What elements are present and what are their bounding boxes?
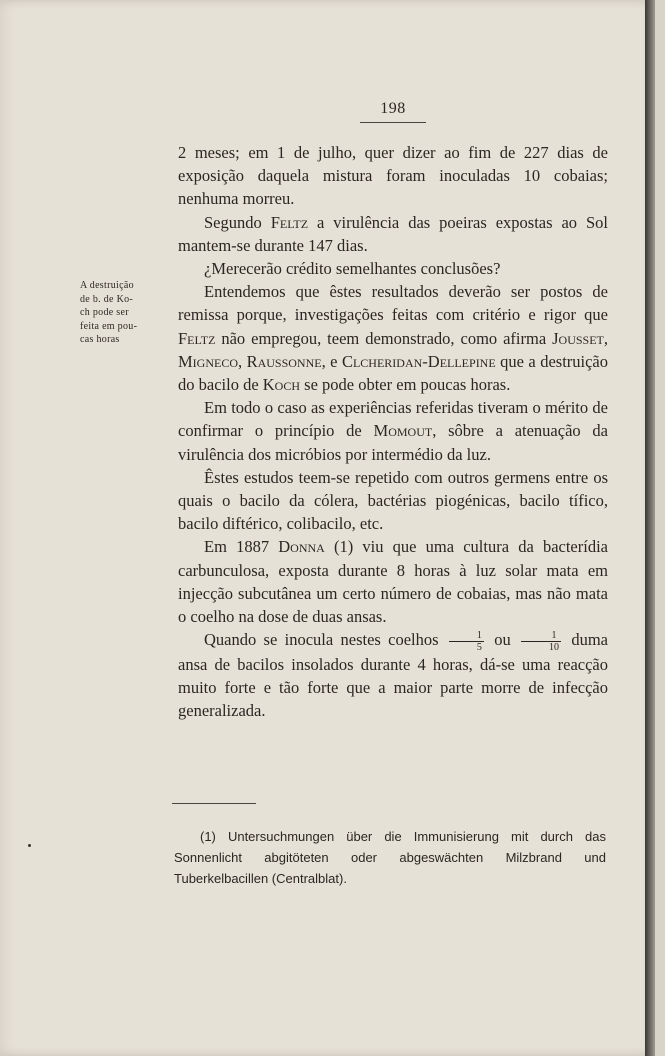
text-run: Segundo (204, 212, 271, 232)
footnote-separator (172, 803, 256, 804)
author-name: Feltz (178, 328, 216, 348)
author-name: Jousset (552, 328, 604, 348)
text-run: , (603, 328, 608, 348)
page-edge-shadow (645, 0, 655, 1056)
text-run: se pode obter em poucas horas. (300, 375, 511, 395)
footnote-text: (1) Untersuchmungen über die Immunisierung mit durch das Sonnenlicht abgitöteten oder abgeswächten Milzbrand und Tuberkelbacillen (Centralblat). (174, 829, 606, 886)
paragraph (178, 280, 608, 396)
author-name: Clcheridan-Dellepine (341, 351, 496, 371)
text-run: 2 meses; em 1 de julho, quer dizer ao fim de 227 dias de exposição daquela mistura foram inoculadas 10 cobaias; nenhuma morreu. (178, 143, 608, 209)
text-run: Quando se inocula nestes coelhos (204, 630, 446, 650)
page-number: 198 (380, 100, 406, 117)
text-run: duma ansa de bacilos insolados durante 4 horas, dá-se uma reacção muito forte e tão forte que a maior parte morre de infecção generalizada. (178, 630, 608, 721)
text-run: Êstes estudos teem-se repetido com outros germens entre os quais o bacilo da cólera, bactérias piogénicas, bacilo tífico, bacilo diftérico, colibacilo, etc. (178, 467, 608, 534)
text-run: Entendemos que êstes resultados deverão ser postos de remissa porque, investigações feitas com critério e rigor que (178, 282, 608, 325)
text-run: Em todo o caso as experiências referidas tiveram o mérito de confirmar o princípio de (178, 398, 608, 441)
text-run: , e (321, 351, 342, 371)
author-name: Momout (373, 421, 433, 441)
text-run: ¿Merecerão crédito semelhantes conclusões? (204, 259, 501, 279)
paragraph (178, 396, 608, 466)
margin-note (80, 279, 160, 347)
paragraph (178, 211, 608, 257)
paragraph (178, 257, 608, 280)
margin-note-line: cas horas (80, 334, 120, 345)
fraction-denominator: 10 (549, 641, 560, 653)
fraction-denominator: 5 (476, 641, 482, 653)
text-run: a virulência das poeiras expostas ao Sol mantem-se durante 147 dias. (178, 212, 608, 255)
fraction-numerator: 1 (521, 630, 561, 642)
fraction (449, 630, 484, 653)
author-name: Raussonne (246, 351, 322, 371)
ink-speck (28, 844, 31, 847)
margin-note-line: de b. de Ko- (80, 293, 134, 305)
author-name: Feltz (270, 212, 309, 232)
fraction (521, 630, 561, 653)
text-run: , sôbre a atenuação da virulência dos micróbios por intermédio da luz. (178, 421, 608, 464)
text-run: não empregou, teem demonstrado, como afirma (215, 328, 553, 348)
margin-note-line: ch pode ser (80, 307, 129, 318)
margin-note-line: feita em pou- (80, 320, 138, 332)
footnote (174, 826, 606, 889)
text-run: (1) viu que uma cultura da bacterídia carbunculosa, exposta durante 8 horas à luz solar mata em injecção subcutânea um certo número de cobaias, mas não mata o coelho na dose de duas ansas. (178, 537, 608, 627)
margin-note-line: A destruição (80, 280, 134, 291)
text-run: Em 1887 (204, 537, 279, 557)
author-name: Koch (262, 375, 301, 395)
paragraph (178, 535, 608, 628)
paragraph (178, 466, 608, 536)
text-run: que a destruição do bacilo de (178, 351, 608, 395)
paragraph (178, 628, 608, 722)
fraction-numerator: 1 (449, 630, 484, 642)
text-run: ou (486, 630, 519, 650)
text-run: , (238, 351, 247, 371)
author-name: Migneco (178, 351, 238, 371)
author-name: Donna (278, 537, 325, 557)
paragraph (178, 141, 608, 211)
page-number-underline (360, 122, 426, 123)
body-text (178, 141, 608, 723)
